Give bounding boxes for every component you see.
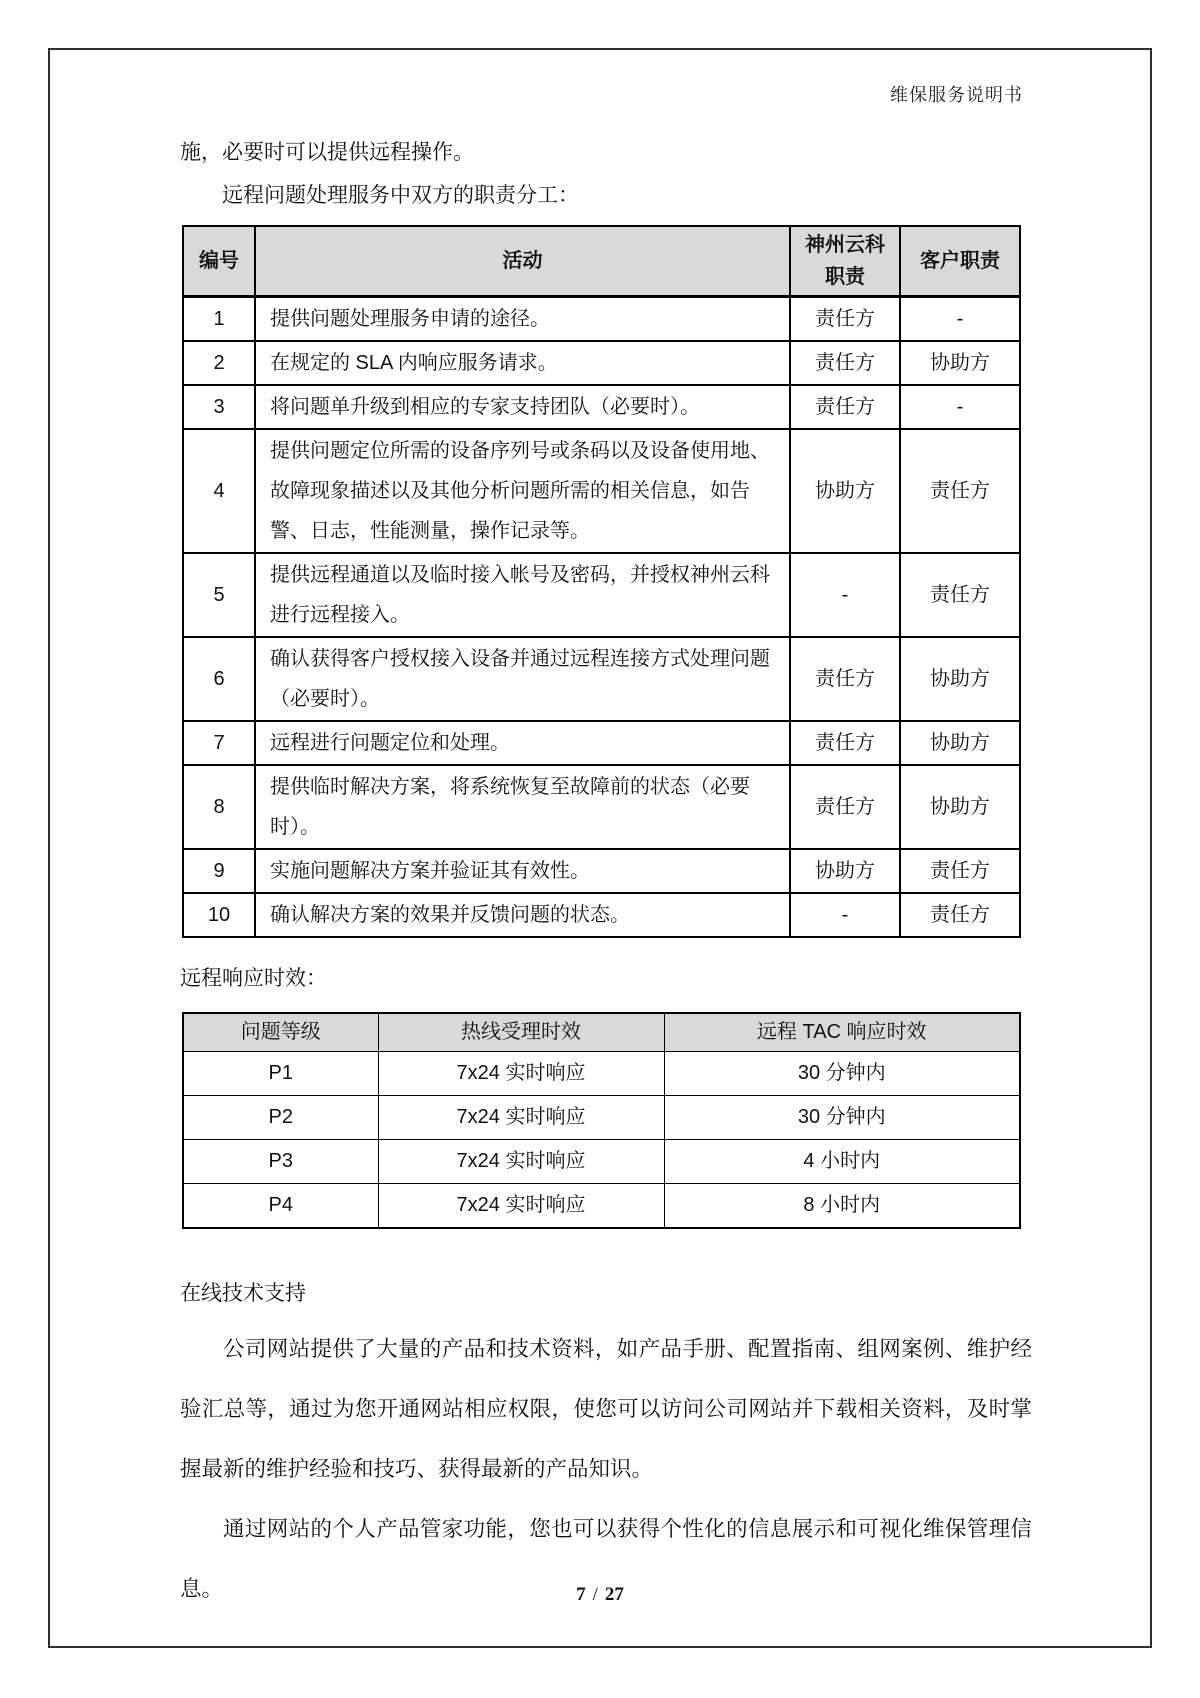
cell-customer: 协助方 [900, 765, 1020, 849]
cell-activity: 在规定的 SLA 内响应服务请求。 [255, 341, 790, 385]
cell-vendor: 责任方 [790, 385, 900, 429]
cell-vendor: 协助方 [790, 429, 900, 553]
cell-level: P2 [183, 1096, 378, 1140]
cell-activity: 提供临时解决方案，将系统恢复至故障前的状态（必要时）。 [255, 765, 790, 849]
table-row [183, 637, 1020, 721]
table-row [183, 385, 1020, 429]
cell-customer: 协助方 [900, 637, 1020, 721]
page-content [50, 138, 1150, 1619]
cell-customer: 协助方 [900, 341, 1020, 385]
sla-section-title: 远程响应时效： [180, 967, 327, 990]
cell-no: 5 [183, 553, 255, 637]
sla-table [182, 1012, 1021, 1229]
cell-vendor: 责任方 [790, 341, 900, 385]
cell-no: 10 [183, 893, 255, 937]
table-row [183, 553, 1020, 637]
col-header-customer: 客户职责 [900, 226, 1020, 297]
cell-activity: 远程进行问题定位和处理。 [255, 721, 790, 765]
col-header-no: 编号 [183, 226, 255, 297]
cell-tac: 4 小时内 [664, 1140, 1020, 1184]
cell-customer: - [900, 385, 1020, 429]
online-support-paragraph-1: 公司网站提供了大量的产品和技术资料，如产品手册、配置指南、组网案例、维护经验汇总等，通过为您开通网站相应权限，使您可以访问公司网站并下载相关资料，及时掌握最新的维护经验和技巧、获得最新的产品知识。 [180, 1337, 1032, 1481]
table-row [183, 765, 1020, 849]
cell-no: 1 [183, 297, 255, 342]
table-row [183, 429, 1020, 553]
page-number-current: 7 [576, 1584, 586, 1605]
cell-no: 2 [183, 341, 255, 385]
cell-no: 4 [183, 429, 255, 553]
page-number-total: 27 [604, 1584, 624, 1605]
table-row [183, 297, 1020, 342]
page-number [50, 1584, 1150, 1606]
cell-activity: 确认解决方案的效果并反馈问题的状态。 [255, 893, 790, 937]
cell-vendor: 责任方 [790, 637, 900, 721]
cell-no: 8 [183, 765, 255, 849]
cell-tac: 30 分钟内 [664, 1052, 1020, 1096]
page-border-frame [48, 48, 1152, 1648]
table-row [183, 1052, 1020, 1096]
cell-activity: 将问题单升级到相应的专家支持团队（必要时）。 [255, 385, 790, 429]
cell-activity: 提供远程通道以及临时接入帐号及密码，并授权神州云科进行远程接入。 [255, 553, 790, 637]
cell-hotline: 7x24 实时响应 [378, 1184, 664, 1229]
table-row [183, 1096, 1020, 1140]
cell-vendor: - [790, 893, 900, 937]
col-header-vendor-line1: 神州云科 [805, 234, 885, 256]
col-header-vendor [790, 226, 900, 297]
table-row [183, 341, 1020, 385]
table-row [183, 1140, 1020, 1184]
cell-vendor: 责任方 [790, 721, 900, 765]
doc-header-title: 维保服务说明书 [890, 85, 1023, 105]
cell-activity: 提供问题定位所需的设备序列号或条码以及设备使用地、故障现象描述以及其他分析问题所需的相关信息，如告警、日志，性能测量，操作记录等。 [255, 429, 790, 553]
col-header-tac-sla: 远程 TAC 响应时效 [664, 1013, 1020, 1052]
table-row [183, 721, 1020, 765]
responsibility-table [182, 225, 1021, 938]
col-header-problem-level: 问题等级 [183, 1013, 378, 1052]
cell-customer: 责任方 [900, 429, 1020, 553]
cell-hotline: 7x24 实时响应 [378, 1140, 664, 1184]
table-row [183, 849, 1020, 893]
cell-no: 6 [183, 637, 255, 721]
cell-customer: - [900, 297, 1020, 342]
cell-customer: 责任方 [900, 849, 1020, 893]
sla-table-header-row [183, 1013, 1020, 1052]
cell-level: P1 [183, 1052, 378, 1096]
cell-vendor: 责任方 [790, 765, 900, 849]
cell-no: 9 [183, 849, 255, 893]
cell-customer: 协助方 [900, 721, 1020, 765]
cell-customer: 责任方 [900, 553, 1020, 637]
online-support-paragraph-2: 通过网站的个人产品管家功能，您也可以获得个性化的信息展示和可视化维保管理信息。 [180, 1517, 1032, 1601]
cell-level: P4 [183, 1184, 378, 1229]
col-header-vendor-line2: 职责 [825, 266, 865, 288]
cell-hotline: 7x24 实时响应 [378, 1096, 664, 1140]
page-number-separator: / [592, 1584, 598, 1605]
cell-no: 3 [183, 385, 255, 429]
cell-no: 7 [183, 721, 255, 765]
cell-tac: 8 小时内 [664, 1184, 1020, 1229]
cell-vendor: - [790, 553, 900, 637]
cell-activity: 实施问题解决方案并验证其有效性。 [255, 849, 790, 893]
cell-activity: 提供问题处理服务申请的途径。 [255, 297, 790, 342]
cell-vendor: 责任方 [790, 297, 900, 342]
table-row [183, 1184, 1020, 1229]
col-header-activity: 活动 [255, 226, 790, 297]
intro-continuation-line: 施，必要时可以提供远程操作。 [180, 141, 474, 164]
cell-tac: 30 分钟内 [664, 1096, 1020, 1140]
responsibility-table-header-row [183, 226, 1020, 297]
cell-vendor: 协助方 [790, 849, 900, 893]
cell-activity: 确认获得客户授权接入设备并通过远程连接方式处理问题（必要时）。 [255, 637, 790, 721]
cell-level: P3 [183, 1140, 378, 1184]
table-lead-in-line: 远程问题处理服务中双方的职责分工： [222, 184, 579, 207]
table-row [183, 893, 1020, 937]
cell-hotline: 7x24 实时响应 [378, 1052, 664, 1096]
cell-customer: 责任方 [900, 893, 1020, 937]
online-support-heading: 在线技术支持 [180, 1282, 306, 1305]
col-header-hotline-sla: 热线受理时效 [378, 1013, 664, 1052]
